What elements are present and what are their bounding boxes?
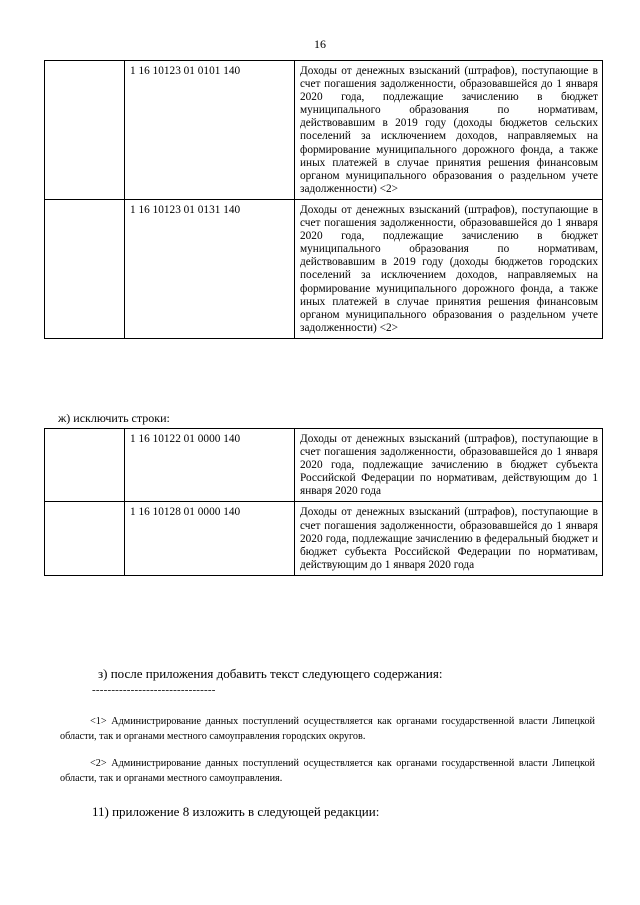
budget-classification-code: 1 16 10123 01 0131 140 <box>125 199 295 338</box>
admin-code-cell <box>45 429 125 502</box>
admin-code-cell <box>45 199 125 338</box>
footnote-separator: -------------------------------- <box>92 684 216 696</box>
subsection-zh-heading: ж) исключить строки: <box>58 411 170 425</box>
budget-classification-code: 1 16 10122 01 0000 140 <box>125 429 295 502</box>
revenue-description: Доходы от денежных взысканий (штрафов), поступающие в счет погашения задолженности, образовавшейся до 1 января 2020 года, подлежащие зачислению в федеральный бюджет и бюджет субъекта Российской Федерации по нормативам, действующим до 1 января 2020 года <box>295 502 603 575</box>
admin-code-cell <box>45 502 125 575</box>
revenue-description: Доходы от денежных взысканий (штрафов), поступающие в счет погашения задолженности, образовавшейся до 1 января 2020 года, подлежащие зачислению в бюджет муниципального образования по нормативам, действовавшим в 2019 году (доходы бюджетов сельских поселений за исключением доходов, направляемых на формирование муниципального дорожного фонда, а также иных платежей в случае принятия решения финансовым органом муниципального образования о раздельном учете задолженности) <2> <box>295 61 603 200</box>
revenue-codes-table-added <box>44 60 603 339</box>
table-row <box>45 61 603 200</box>
table-row <box>45 199 603 338</box>
revenue-codes-table-removed <box>44 428 603 576</box>
footnote-2: <2> Администрирование данных поступлений осуществляется как органами государственной власти Липецкой области, так и органами местного самоуправления. <box>60 758 595 784</box>
page-number: 16 <box>314 37 326 51</box>
table-row <box>45 502 603 575</box>
budget-classification-code: 1 16 10123 01 0101 140 <box>125 61 295 200</box>
revenue-description: Доходы от денежных взысканий (штрафов), поступающие в счет погашения задолженности, образовавшейся до 1 января 2020 года, подлежащие зачислению в бюджет муниципального образования по нормативам, действовавшим в 2019 году (доходы бюджетов городских поселений за исключением доходов, направляемых на формирование муниципального дорожного фонда, а также иных платежей в случае принятия решения финансовым органом муниципального образования о раздельном учете задолженности) <2> <box>295 199 603 338</box>
admin-code-cell <box>45 61 125 200</box>
paragraph-z: з) после приложения добавить текст следующего содержания: <box>98 666 443 681</box>
budget-classification-code: 1 16 10128 01 0000 140 <box>125 502 295 575</box>
footnote-1: <1> Администрирование данных поступлений осуществляется как органами государственной власти Липецкой области, так и органами местного самоуправления городских округов. <box>60 716 595 742</box>
paragraph-11: 11) приложение 8 изложить в следующей редакции: <box>92 804 380 819</box>
revenue-description: Доходы от денежных взысканий (штрафов), поступающие в счет погашения задолженности, образовавшейся до 1 января 2020 года, подлежащие зачислению в бюджет субъекта Российской Федерации по нормативам, действующим до 1 января 2020 года <box>295 429 603 502</box>
table-row <box>45 429 603 502</box>
